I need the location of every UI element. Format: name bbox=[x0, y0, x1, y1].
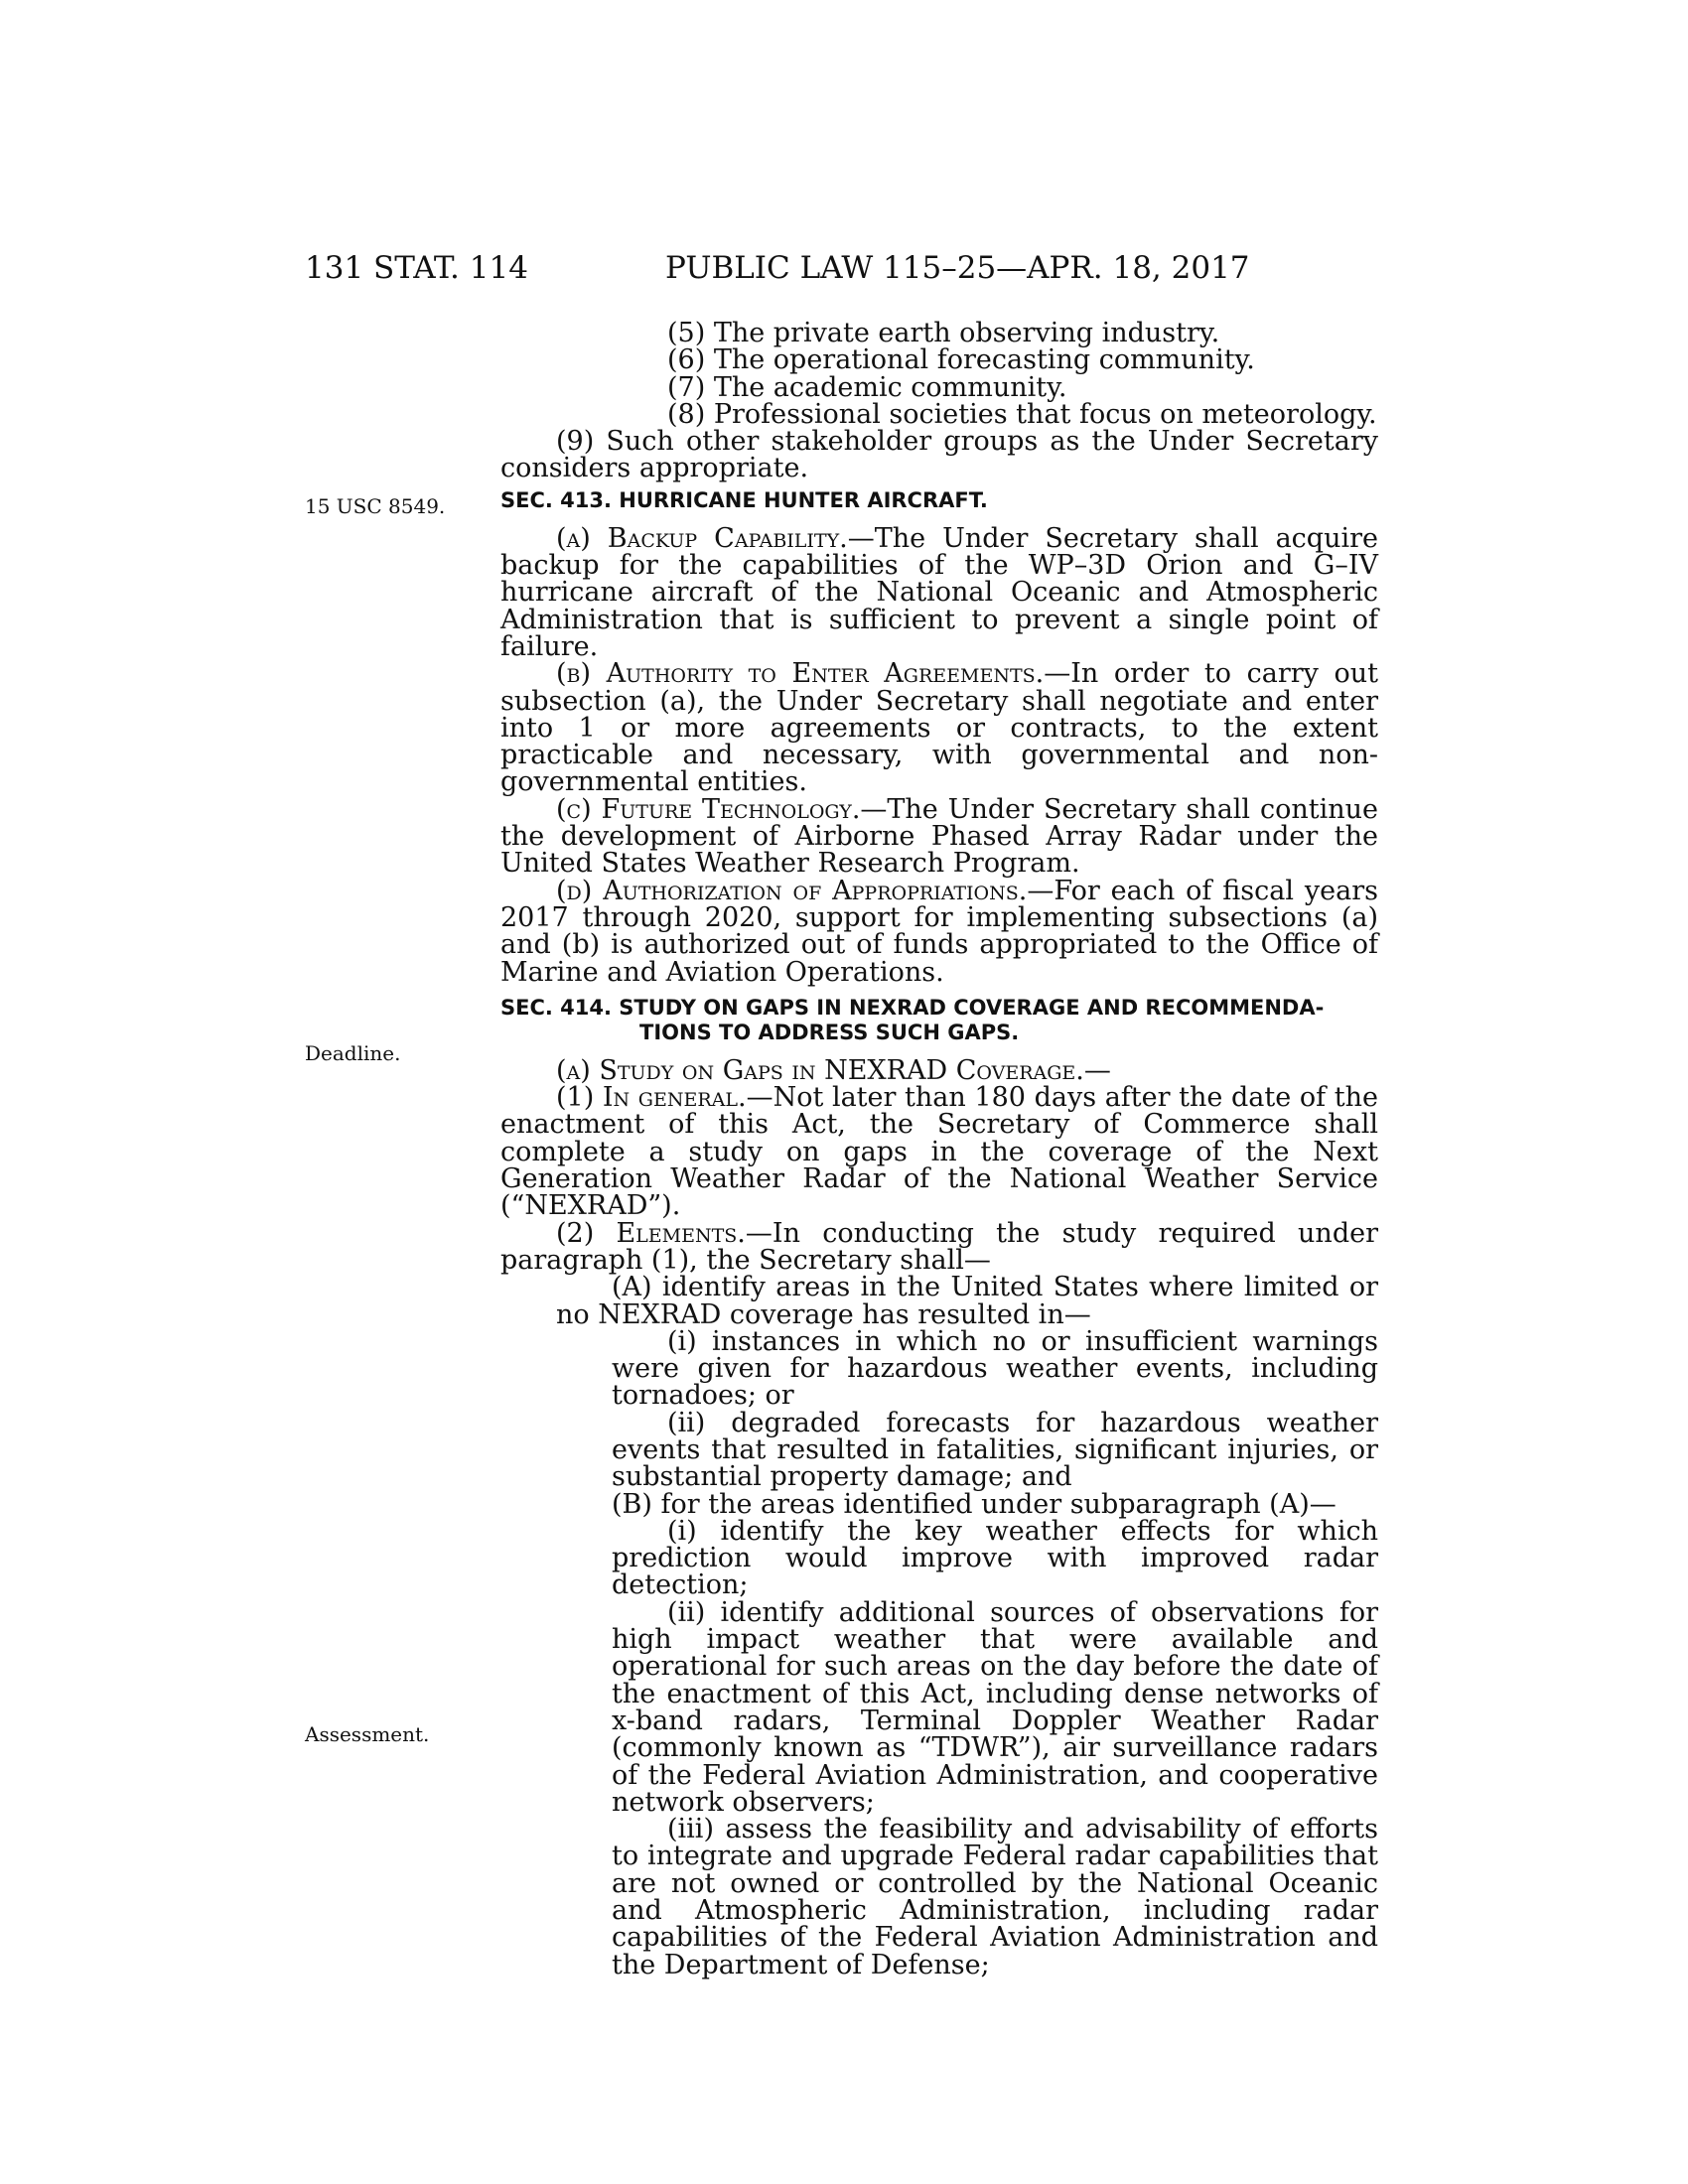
list-item-7: (7) The academic community. bbox=[667, 371, 1067, 403]
sec-414-A-clause-i: (i) instances in which no or insufficient warnings were given for hazardous weather events, including tornadoes; or bbox=[612, 1325, 1378, 1412]
sec-413-subsection-d bbox=[500, 875, 1378, 988]
sec-414-B-clause-iii: (iii) assess the feasibility and advisability of efforts to integrate and upgrade Federal radar capabilities that are not owned or controlled by the National Oceanic and Atmospheric Administration, including radar capabilities of the Federal Aviation Administration and the Department of Defense; bbox=[612, 1814, 1378, 1980]
sec-413-b-heading: (b) Authority to Enter Agreements. bbox=[556, 658, 1045, 690]
sec-413-b-text: —In order to carry out subsection (a), the Under Secretary shall negotiate and enter into 1 or more agreements or contracts, to the extent practicable and necessary, with governmental and non-governmental entities. bbox=[500, 658, 1378, 798]
sec-414-a-heading-part-2: NEXRAD bbox=[815, 1054, 956, 1086]
sec-414-subsection-a bbox=[500, 1054, 1378, 1086]
list-item-9: (9) Such other stakeholder groups as the Under Secretary considers appropriate. bbox=[500, 426, 1378, 484]
sec-413-heading: SEC. 413. HURRICANE HUNTER AIRCRAFT. bbox=[500, 487, 988, 512]
sec-414-heading-line-1: SEC. 414. STUDY ON GAPS IN NEXRAD COVERAGE AND RECOMMENDA- bbox=[500, 995, 1325, 1020]
sec-413-a-heading: (a) Backup Capability. bbox=[556, 522, 848, 554]
sec-413-a-text: —The Under Secretary shall acquire backup for the capabilities of the WP–3D Orion and G–IV hurricane aircraft of the National Oceanic and Atmospheric Administration that is sufficient to prevent a single point of failure. bbox=[500, 522, 1378, 662]
sec-414-a-dash: — bbox=[1083, 1054, 1111, 1086]
sec-414-paragraph-2 bbox=[500, 1217, 1378, 1276]
margin-note-usc: 15 USC 8549. bbox=[305, 494, 446, 518]
sec-414-B-clause-ii: (ii) identify additional sources of observations for high impact weather that were available and operational for such areas on the day before the date of the enactment of this Act, including dense networks of x-band radars, Terminal Doppler Weather Radar (commonly known as “TDWR”), air surveillance radars of the Federal Aviation Administration, and cooperative network observers; bbox=[612, 1596, 1378, 1818]
sec-413-d-heading: (d) Authorization of Appropriations. bbox=[556, 875, 1028, 906]
sec-414-p2-heading: (2) Elements. bbox=[556, 1217, 746, 1249]
margin-note-assessment: Assessment. bbox=[305, 1722, 430, 1746]
list-item-8: (8) Professional societies that focus on meteorology. bbox=[667, 398, 1377, 430]
sec-413-c-heading: (c) Future Technology. bbox=[556, 793, 861, 825]
sec-413-subsection-a bbox=[500, 522, 1378, 662]
document-body bbox=[500, 320, 1378, 1979]
sec-414-p2-text: —In conducting the study required under paragraph (1), the Secretary shall— bbox=[500, 1217, 1378, 1276]
sec-414-B-clause-i: (i) identify the key weather effects for which prediction would improve with improved radar detection; bbox=[612, 1515, 1378, 1601]
list-item-5: (5) The private earth observing industry. bbox=[667, 318, 1220, 348]
sec-414-heading-line-2: TIONS TO ADDRESS SUCH GAPS. bbox=[639, 1020, 1020, 1044]
list-item-6: (6) The operational forecasting community. bbox=[667, 344, 1255, 376]
sec-413-d-text: —For each of fiscal years 2017 through 2020, support for implementing subsections (a) and (b) is authorized out of funds appropriated to the Office of Marine and Aviation Operations. bbox=[500, 875, 1378, 988]
statute-page-number: 131 STAT. 114 bbox=[305, 250, 528, 286]
sec-413-subsection-c bbox=[500, 793, 1378, 880]
margin-note-deadline: Deadline. bbox=[305, 1041, 401, 1065]
sec-414-p1-heading: (1) In general. bbox=[556, 1082, 747, 1114]
sec-414-a-heading-part-1: (a) Study on Gaps in bbox=[556, 1054, 816, 1086]
sec-414-heading bbox=[500, 996, 1378, 1045]
sec-414-p1-text: —Not later than 180 days after the date of the enactment of this Act, the Secretary of Commerce shall complete a study on gaps in the coverage of the Next Generation Weather Radar of the National Weather Service (“NEXRAD”). bbox=[500, 1082, 1378, 1222]
sec-414-subparagraph-A: (A) identify areas in the United States where limited or no NEXRAD coverage has resulted in— bbox=[556, 1272, 1378, 1330]
sec-414-subparagraph-B: (B) for the areas identified under subparagraph (A)— bbox=[612, 1488, 1336, 1520]
sec-413-subsection-b bbox=[500, 658, 1378, 798]
sec-414-paragraph-1 bbox=[500, 1082, 1378, 1222]
sec-414-A-clause-ii: (ii) degraded forecasts for hazardous weather events that resulted in fatalities, significant injuries, or substantial property damage; and bbox=[612, 1407, 1378, 1493]
page-header bbox=[0, 250, 1688, 290]
sec-413-c-text: —The Under Secretary shall continue the development of Airborne Phased Array Radar under the United States Weather Research Program. bbox=[500, 793, 1378, 880]
sec-414-a-heading-part-3: Coverage. bbox=[955, 1054, 1084, 1086]
public-law-title: PUBLIC LAW 115–25—APR. 18, 2017 bbox=[665, 250, 1250, 286]
